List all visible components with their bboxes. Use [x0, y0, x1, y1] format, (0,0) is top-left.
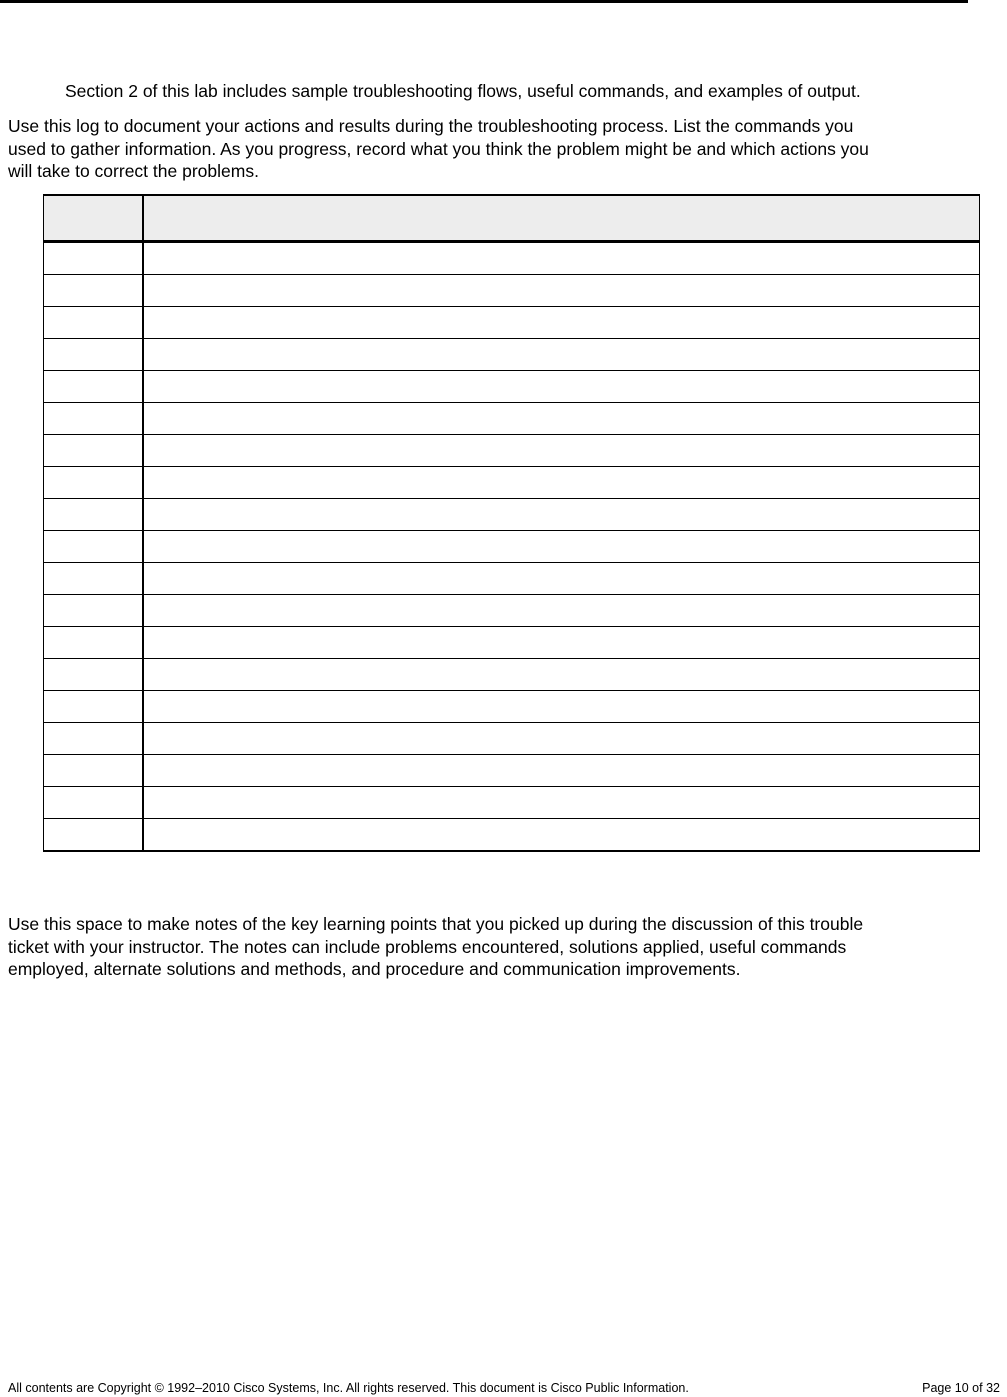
log-step-cell[interactable]	[44, 403, 144, 435]
log-table-body	[44, 242, 980, 852]
section-intro-text: Section 2 of this lab includes sample troubleshooting flows, useful commands, and examples of output.	[65, 81, 861, 101]
log-action-cell[interactable]	[143, 723, 980, 755]
log-action-cell[interactable]	[143, 242, 980, 275]
log-step-cell[interactable]	[44, 467, 144, 499]
log-step-cell[interactable]	[44, 755, 144, 787]
log-table-row	[44, 627, 980, 659]
log-instructions-line: Use this log to document your actions and results during the troubleshooting process. List the commands you	[8, 116, 854, 136]
log-step-cell[interactable]	[44, 691, 144, 723]
log-table-row	[44, 595, 980, 627]
log-step-cell[interactable]	[44, 242, 144, 275]
log-table-row	[44, 371, 980, 403]
log-action-cell[interactable]	[143, 275, 980, 307]
log-table-row	[44, 787, 980, 819]
log-table-row	[44, 467, 980, 499]
log-action-cell[interactable]	[143, 659, 980, 691]
log-table-row	[44, 723, 980, 755]
log-table-row	[44, 563, 980, 595]
log-instructions	[8, 115, 998, 183]
log-instructions-line: will take to correct the problems.	[8, 161, 259, 181]
log-action-cell[interactable]	[143, 435, 980, 467]
log-step-cell[interactable]	[44, 307, 144, 339]
log-step-cell[interactable]	[44, 787, 144, 819]
log-action-cell[interactable]	[143, 371, 980, 403]
log-step-cell[interactable]	[44, 531, 144, 563]
log-step-cell[interactable]	[44, 723, 144, 755]
footer-page-number: Page 10 of 32	[922, 1381, 1000, 1395]
log-table-row	[44, 755, 980, 787]
log-step-cell[interactable]	[44, 499, 144, 531]
log-table-row	[44, 339, 980, 371]
log-action-cell[interactable]	[143, 307, 980, 339]
log-step-cell[interactable]	[44, 371, 144, 403]
notes-instructions-line: ticket with your instructor. The notes can include problems encountered, solutions applied, useful commands	[8, 936, 847, 957]
log-action-cell[interactable]	[143, 755, 980, 787]
step-column-header	[44, 195, 144, 242]
log-action-cell[interactable]	[143, 595, 980, 627]
log-action-cell[interactable]	[143, 563, 980, 595]
log-step-cell[interactable]	[44, 595, 144, 627]
log-table-row	[44, 275, 980, 307]
log-table-row	[44, 691, 980, 723]
footer-copyright: All contents are Copyright © 1992–2010 Cisco Systems, Inc. All rights reserved. This document is Cisco Public Information.	[8, 1381, 689, 1395]
notes-instructions-line: Use this space to make notes of the key learning points that you picked up during the discussion of this trouble	[8, 914, 864, 934]
log-step-cell[interactable]	[44, 627, 144, 659]
log-action-cell[interactable]	[143, 531, 980, 563]
notes-instructions-line: employed, alternate solutions and methods, and procedure and communication improvements.	[8, 959, 741, 979]
log-table-row	[44, 499, 980, 531]
log-action-cell[interactable]	[143, 627, 980, 659]
log-action-cell[interactable]	[143, 819, 980, 852]
log-action-cell[interactable]	[143, 691, 980, 723]
log-action-cell[interactable]	[143, 499, 980, 531]
log-step-cell[interactable]	[44, 435, 144, 467]
log-table-row	[44, 531, 980, 563]
log-action-cell[interactable]	[143, 787, 980, 819]
log-step-cell[interactable]	[44, 339, 144, 371]
log-action-cell[interactable]	[143, 339, 980, 371]
log-table-row	[44, 403, 980, 435]
log-action-cell[interactable]	[143, 467, 980, 499]
log-instructions-line: used to gather information. As you progress, record what you think the problem might be and which actions you	[8, 138, 869, 159]
log-table-row	[44, 242, 980, 275]
troubleshooting-log-table	[43, 194, 980, 852]
log-step-cell[interactable]	[44, 819, 144, 852]
log-step-cell[interactable]	[44, 563, 144, 595]
log-table-header-row	[44, 195, 980, 242]
log-table-row	[44, 819, 980, 852]
top-rule	[0, 0, 968, 3]
log-table-row	[44, 659, 980, 691]
log-table-row	[44, 307, 980, 339]
log-table-row	[44, 435, 980, 467]
log-action-cell[interactable]	[143, 403, 980, 435]
action-column-header	[143, 195, 980, 242]
log-step-cell[interactable]	[44, 659, 144, 691]
log-step-cell[interactable]	[44, 275, 144, 307]
notes-instructions	[8, 913, 998, 981]
